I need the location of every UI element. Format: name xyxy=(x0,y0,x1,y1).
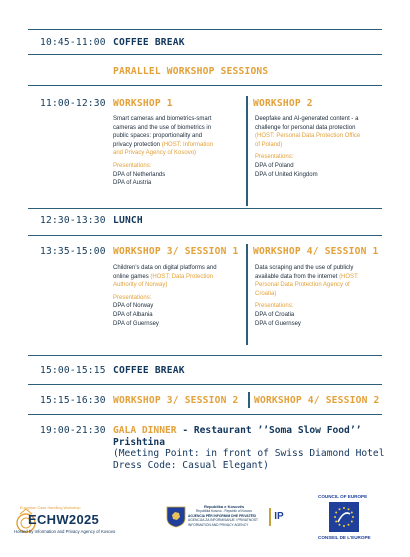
gala-dinner-meeting-point: (Meeting Point: in front of Swiss Diamond Hotel xyxy=(113,448,385,459)
republic-line: Republika Kosovo - Republic of Kosovo xyxy=(196,509,252,514)
desc-line: online games xyxy=(113,273,151,280)
title-coffee-1: COFFEE BREAK xyxy=(113,37,185,48)
desc-line: cameras and the use of biometrics in xyxy=(113,124,212,131)
presenter: DPA of Guernsey xyxy=(113,320,159,327)
divider xyxy=(28,414,382,415)
divider xyxy=(28,235,382,236)
column-divider xyxy=(246,96,248,206)
agency-line: AGENCIJA ZA INFORMISANJE I PRIVATNOST xyxy=(188,518,259,523)
divider xyxy=(28,29,382,30)
desc-line: public spaces: proportionality and xyxy=(113,133,203,140)
coe-title-fr: CONSEIL DE L'EUROPE xyxy=(318,535,371,540)
agency-line: INFORMATION AND PRIVACY AGENCY xyxy=(188,522,249,527)
echw-hosted-by: Hosted by Information and Privacy Agency of Kosovo xyxy=(14,529,116,534)
host-text: (HOST: Information xyxy=(161,141,214,148)
workshop-1-title: WORKSHOP 1 xyxy=(113,98,173,109)
coe-title: COUNCIL OF EUROPE xyxy=(318,494,368,499)
ip-agency-logo: IP xyxy=(269,508,287,526)
presentations-label: Presentations: xyxy=(113,294,152,301)
time-workshops-1-2: 11:00-12:30 xyxy=(40,98,106,109)
presenter: DPA of Poland xyxy=(255,162,294,169)
title-lunch: LUNCH xyxy=(113,215,143,226)
host-text: and Privacy Agency of Kosovo) xyxy=(113,150,197,157)
presenter: DPA of Austria xyxy=(113,180,152,187)
presenter: DPA of Norway xyxy=(113,303,154,310)
column-divider xyxy=(248,392,250,408)
agency-line: AGJENCIA PËR INFORMIM DHE PRIVATËSI xyxy=(188,513,256,518)
gala-dinner-block xyxy=(113,425,384,471)
gala-dinner-venue: - Restaurant ’’Soma Slow Food’’ xyxy=(176,425,362,436)
echw-subtitle: European Case Handling Workshop xyxy=(20,506,81,510)
workshop-4-details xyxy=(255,264,385,328)
desc-line: Smart cameras and biometrics-smart xyxy=(113,116,212,122)
column-divider xyxy=(246,244,248,345)
workshop-4-session-2-title: WORKSHOP 4/ SESSION 2 xyxy=(254,395,380,406)
workshop-4-session-1-title: WORKSHOP 4/ SESSION 1 xyxy=(253,246,379,257)
divider xyxy=(28,384,382,385)
workshop-2-details xyxy=(255,115,385,179)
time-workshops-3-4: 13:35-15:00 xyxy=(40,246,106,257)
workshop-1-details xyxy=(113,115,245,188)
divider xyxy=(28,54,382,55)
gala-dinner-city: Prishtina xyxy=(113,436,165,448)
host-text: (HOST: Data Protection xyxy=(150,273,214,280)
time-session-2: 15:15-16:30 xyxy=(40,395,106,406)
desc-line: Deepfake and AI-generated content - a xyxy=(255,116,359,122)
time-lunch: 12:30-13:30 xyxy=(40,215,106,226)
workshop-2-title: WORKSHOP 2 xyxy=(253,98,313,109)
desc-line: challenge for personal data protection xyxy=(255,124,356,131)
host-text: (HOST: Personal Data Protection Office xyxy=(255,133,361,140)
host-text: Personal Data Protection Agency of xyxy=(255,282,350,289)
desc-line: Children's data on digital platforms and xyxy=(113,265,217,271)
divider xyxy=(28,355,382,356)
divider xyxy=(28,85,382,86)
host-text: (HOST: xyxy=(339,273,359,280)
title-coffee-2: COFFEE BREAK xyxy=(113,365,185,376)
gala-dinner-label: GALA DINNER xyxy=(113,425,177,436)
coe-flag-icon xyxy=(329,502,359,532)
presenter: DPA of Guernsey xyxy=(255,320,301,327)
desc-line: Data scraping and the use of publicly xyxy=(255,265,354,271)
presenter: DPA of Albania xyxy=(113,311,153,318)
workshop-3-details xyxy=(113,264,245,328)
presenter: DPA of United Kingdom xyxy=(255,171,318,178)
gala-dinner-dress-code: Dress Code: Casual Elegant) xyxy=(113,459,269,471)
divider xyxy=(28,208,382,209)
echw-logo-text: ECHW2025 xyxy=(28,512,100,527)
workshop-3-session-1-title: WORKSHOP 3/ SESSION 1 xyxy=(113,246,239,257)
kosovo-coat-of-arms-icon xyxy=(166,506,186,528)
presenter: DPA of Croatia xyxy=(255,311,295,318)
presentations-label: Presentations: xyxy=(255,154,294,161)
republic-line: Republika e Kosovës xyxy=(204,504,245,509)
time-gala-dinner: 19:00-21:30 xyxy=(40,425,106,436)
desc-line: available data from the internet xyxy=(255,273,340,280)
agency-text-block xyxy=(188,505,258,527)
presentations-label: Presentations: xyxy=(255,303,294,310)
host-text: of Poland) xyxy=(255,141,283,148)
time-coffee-2: 15:00-15:15 xyxy=(40,365,106,376)
parallel-sessions-heading: PARALLEL WORKSHOP SESSIONS xyxy=(113,66,269,77)
desc-line: privacy protection xyxy=(113,141,162,148)
host-text: Authority of Norway) xyxy=(113,282,168,289)
presentations-label: Presentations: xyxy=(113,162,152,169)
presenter: DPA of Netherlands xyxy=(113,171,166,178)
host-text: Croatia) xyxy=(255,290,277,297)
workshop-3-session-2-title: WORKSHOP 3/ SESSION 2 xyxy=(113,395,239,406)
time-coffee-1: 10:45-11:00 xyxy=(40,37,106,48)
